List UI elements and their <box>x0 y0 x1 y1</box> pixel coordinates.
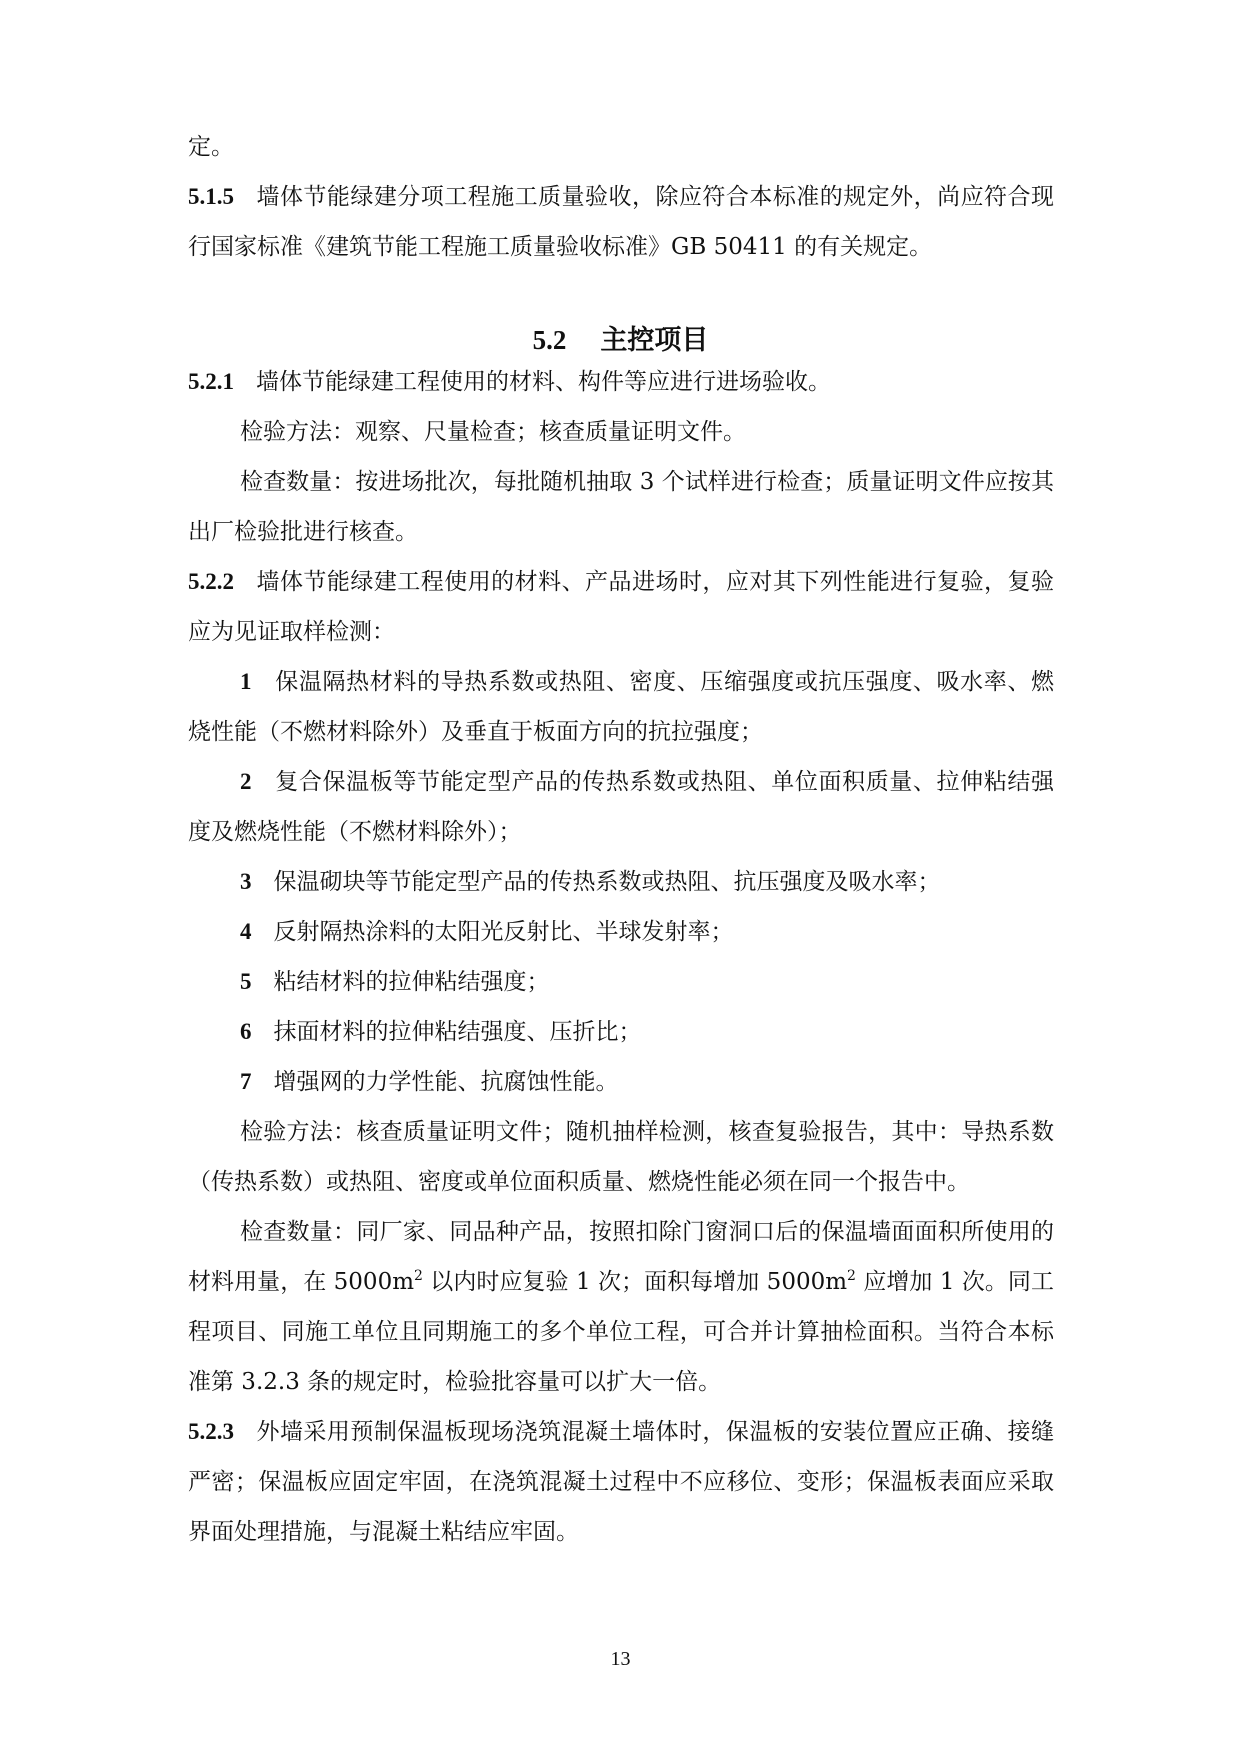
clause-5-2-2 <box>188 557 1054 657</box>
clause-number: 5.2.1 <box>188 369 234 394</box>
clause-5-2-1 <box>188 357 1054 407</box>
upper-text-block <box>188 122 1054 272</box>
clause-5-1-5 <box>188 172 1054 272</box>
superscript: 2 <box>847 1268 856 1284</box>
section-title: 主控项目 <box>600 325 709 356</box>
inspection-quantity <box>188 1207 1054 1407</box>
clause-5-2-3 <box>188 1407 1054 1557</box>
list-item-number: 3 <box>240 869 252 894</box>
inspection-quantity: 检查数量：按进场批次，每批随机抽取 3 个试样进行检查；质量证明文件应按其出厂检验批进行核查。 <box>188 469 1054 545</box>
clause-text: 墙体节能绿建工程使用的材料、产品进场时，应对其下列性能进行复验，复验应为见证取样检测： <box>188 569 1054 645</box>
list-item <box>188 907 1054 957</box>
clause-number: 5.1.5 <box>188 184 234 209</box>
list-item <box>188 1007 1054 1057</box>
inspection-method: 检验方法：观察、尺量检查；核查质量证明文件。 <box>240 419 746 445</box>
list-item-text: 反射隔热涂料的太阳光反射比、半球发射率； <box>273 919 734 945</box>
list-item-text: 增强网的力学性能、抗腐蚀性能。 <box>273 1069 619 1095</box>
list-item-number: 5 <box>240 969 252 994</box>
superscript: 2 <box>414 1268 423 1284</box>
clause-number: 5.2.2 <box>188 569 234 594</box>
inspection-method: 检验方法：核查质量证明文件；随机抽样检测，核查复验报告，其中：导热系数（传热系数）或热阻、密度或单位面积质量、燃烧性能必须在同一个报告中。 <box>188 1119 1054 1195</box>
list-item-text: 保温隔热材料的导热系数或热阻、密度、压缩强度或抗压强度、吸水率、燃烧性能（不燃材料除外）及垂直于板面方向的抗拉强度； <box>188 669 1055 745</box>
clause-text: 墙体节能绿建分项工程施工质量验收，除应符合本标准的规定外，尚应符合现行国家标准《建筑节能工程施工质量验收标准》GB 50411 的有关规定。 <box>188 184 1054 260</box>
list-item <box>188 1057 1054 1107</box>
list-item-text: 复合保温板等节能定型产品的传热系数或热阻、单位面积质量、拉伸粘结强度及燃烧性能（不燃材料除外）； <box>188 769 1055 845</box>
quantity-text-a: 检查数量：同厂家、同品种产品，按照扣除门窗洞口后的保温墙面面积所使用的材料用量，在 5000m <box>188 1219 1054 1295</box>
list-item-number: 7 <box>240 1069 252 1094</box>
quantity-text-c: 应增加 1 次。同工程项目、同施工单位且同期施工的多个单位工程，可合并计算抽检面积。当符合本标准第 3.2.3 条的规定时，检验批容量可以扩大一倍。 <box>188 1269 1054 1395</box>
list-item <box>188 757 1054 857</box>
main-text-block <box>188 357 1054 1557</box>
section-heading <box>0 318 1241 357</box>
list-item-number: 4 <box>240 919 252 944</box>
quantity-text-b: 以内时应复验 1 次；面积每增加 5000m <box>422 1269 848 1295</box>
list-item-text: 保温砌块等节能定型产品的传热系数或热阻、抗压强度及吸水率； <box>273 869 941 895</box>
clause-text: 墙体节能绿建工程使用的材料、构件等应进行进场验收。 <box>256 369 831 395</box>
list-item-number: 6 <box>240 1019 252 1044</box>
list-item-text: 抹面材料的拉伸粘结强度、压折比； <box>273 1019 642 1045</box>
list-item <box>188 657 1054 757</box>
clause-text: 外墙采用预制保温板现场浇筑混凝土墙体时，保温板的安装位置应正确、接缝严密；保温板应固定牢固，在浇筑混凝土过程中不应移位、变形；保温板表面应采取界面处理措施，与混凝土粘结应牢固。 <box>188 1419 1054 1545</box>
list-item <box>188 857 1054 907</box>
list-item-number: 2 <box>240 769 252 794</box>
list-item-number: 1 <box>240 669 252 694</box>
clause-number: 5.2.3 <box>188 1419 234 1444</box>
section-number: 5.2 <box>532 325 567 355</box>
list-item <box>188 957 1054 1007</box>
page-number: 13 <box>610 1648 631 1670</box>
list-item-text: 粘结材料的拉伸粘结强度； <box>273 969 550 995</box>
continuation-line: 定。 <box>188 134 234 160</box>
